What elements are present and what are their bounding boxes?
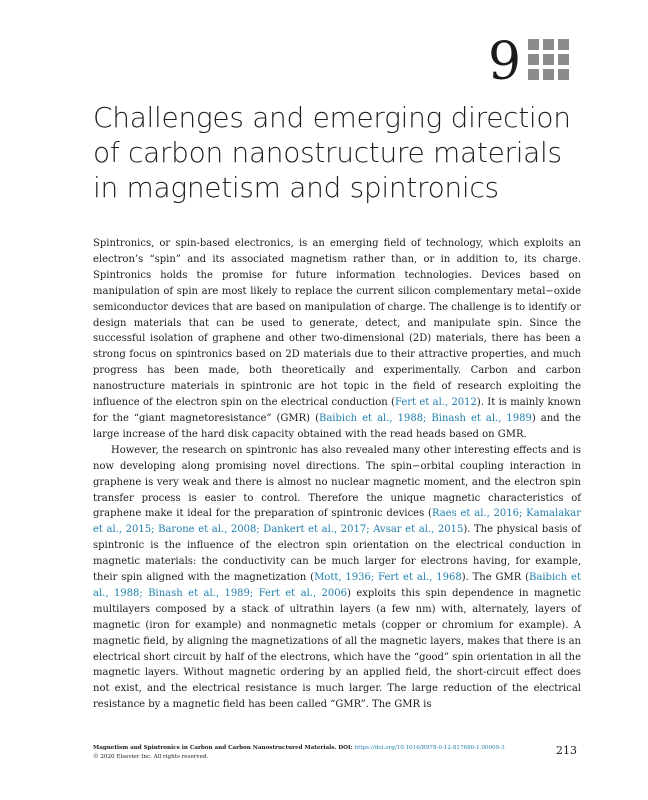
paragraph-1 (93, 236, 581, 443)
text-run: However, the research on spintronic has also revealed many other interesting effects and is now developing along promising novel directions. The spin−orbital coupling interaction in graphene is very weak and there is almost no nuclear magnetic moment, and the electron spin transfer process is easier to control. Therefore the unique magnetic characteristics of graphene make it ideal for the preparation of spintronic devices ( (93, 444, 581, 520)
text-run: Spintronics, or spin-based electronics, is an emerging field of technology, which exploits an electron’s “spin” and its associated magnetism rather than, or in addition to, its charge. Spintronics holds the promise for future information technologies. Devices based on manipulation of spin are most likely to replace the current silicon complementary metal−oxide semiconductor devices that are based on manipulation of charge. The challenge is to identify or design materials that can be used to generate, detect, and manipulate spin. Since the successful isolation of graphene and other two-dimensional (2D) materials, there has been a strong focus on spintronics based on 2D materials due to their attractive properties, and much progress has been made, both theoretically and experimentally. Carbon and carbon nanostructure materials in spintronic are hot topic in the field of research exploiting the influence of the electron spin on the electrical conduction ( (93, 238, 581, 409)
citation-link[interactable]: Fert et al., 2012 (394, 397, 477, 409)
ornament-square (543, 39, 554, 50)
copyright-notice: © 2020 Elsevier Inc. All rights reserved. (93, 753, 209, 760)
text-run: ) exploits this spin dependence in magnetic multilayers composed by a stack of ultrathin layers (a few nm) with, alternately, layers of magnetic (iron for example) and nonmagnetic metals (copper or chromium for example). A magnetic field, by aligning the magnetizations of all the magnetic layers, makes that there is an electrical short circuit by half of the electrons, which have the “good” spin orientation in all the magnetic layers. Without magnetic ordering by an applied field, the short-circuit effect does not exist, and the electrical resistance is much larger. The large reduction of the electrical resistance by a magnetic field has been called “GMR”. The GMR is (93, 587, 582, 711)
ornament-square (558, 54, 569, 65)
ornament-square (543, 54, 554, 65)
ornament-square (528, 69, 539, 80)
page-number: 213 (556, 744, 577, 757)
chapter-number: 9 (488, 32, 522, 92)
source-line (93, 744, 543, 753)
citation-link[interactable]: Mott, 1936; Fert et al., 1968 (314, 572, 462, 584)
ornament-square (528, 39, 539, 50)
ornament-square (558, 39, 569, 50)
chapter-title: Challenges and emerging direction of carbon nanostructure materials in magnetism and spintronics (93, 101, 571, 204)
ornament-square (543, 69, 554, 80)
text-run: ). The physical basis of spintronic is the influence of the electron spin orientation on the electrical conduction in magnetic materials: the conductivity can be much larger for electrons having, for example, their spin aligned with the magnetization ( (93, 524, 582, 584)
ornament-square (528, 54, 539, 65)
paragraph-2 (93, 443, 581, 713)
book-source: Magnetism and Spintronics in Carbon and Carbon Nanostructured Materials. DOI: (93, 745, 353, 751)
citation-link[interactable]: Baibich et al., 1988; Binash et al., 1989 (318, 412, 532, 424)
text-run: ) and the large increase of the hard disk capacity obtained with the read heads based on GMR. (93, 412, 581, 440)
text-run: ). The GMR ( (461, 572, 530, 584)
citation-link[interactable]: Raes et al., 2016; Kamalakar et al., 2015; Barone et al., 2008; Dankert et al., 2017; Avsar et al., 2015 (93, 508, 581, 536)
text-run: ). It is mainly known for the “giant magnetoresistance” (GMR) ( (93, 397, 581, 424)
chapter-dots-ornament (528, 39, 578, 81)
ornament-square (558, 69, 569, 80)
page-footer (93, 744, 543, 761)
body-text (93, 236, 581, 713)
citation-link[interactable]: Baibich et al., 1988; Binash et al., 1989; Fert et al., 2006 (93, 572, 581, 599)
doi-link[interactable]: https://doi.org/10.1016/B978-0-12-817680-1.00009-3 (354, 745, 505, 751)
